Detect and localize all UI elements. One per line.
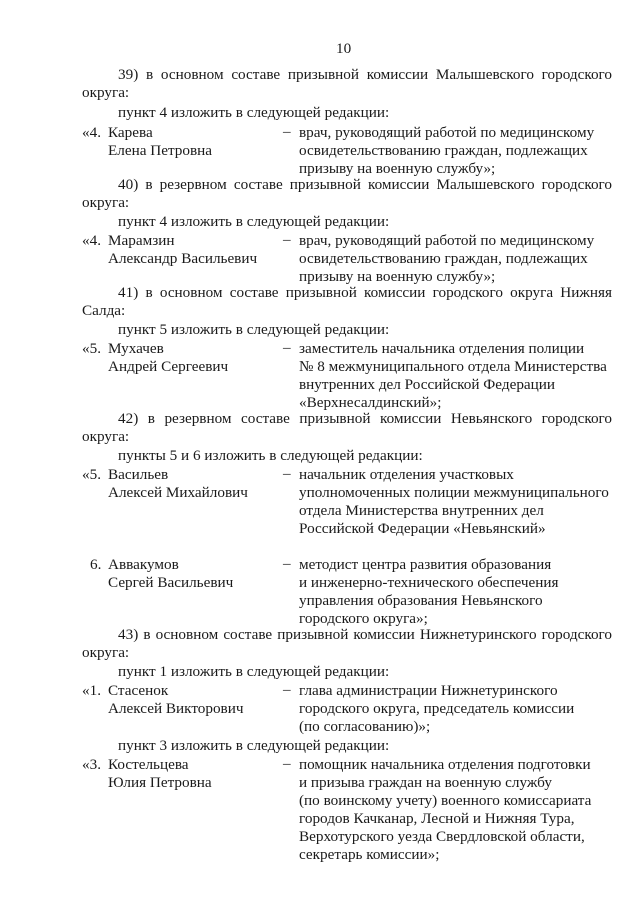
item42-entry6-given-names: Сергей Васильевич: [108, 574, 234, 591]
item43-entry3-dash: –: [283, 755, 291, 772]
item41-heading: 41) в основном составе призывной комиссии городского округа Нижняя: [118, 284, 612, 301]
item41-role-line: внутренних дел Российской Федерации: [299, 376, 556, 393]
item43-entry3-surname: Костельцева: [108, 756, 189, 773]
item42-entry5-dash: –: [283, 465, 291, 482]
item40-entry-number: «4.: [82, 232, 101, 249]
item39-heading: 39) в основном составе призывной комиссии Малышевского городского: [118, 66, 612, 83]
item43-entry3-role-line: помощник начальника отделения подготовки: [299, 756, 591, 773]
item40-heading-cont: округа:: [82, 194, 130, 211]
item42-entry6-role-line: и инженерно-технического обеспечения: [299, 574, 559, 591]
item42-entry5-surname: Васильев: [108, 466, 169, 483]
item39-dash: –: [283, 123, 291, 140]
item43-entry1-surname: Стасенок: [108, 682, 169, 699]
item43-entry1-role-line: глава администрации Нижнетуринского: [299, 682, 558, 699]
item41-role-line: «Верхнесалдинский»;: [299, 394, 442, 411]
item41-entry-number: «5.: [82, 340, 101, 357]
item39-heading-cont: округа:: [82, 84, 130, 101]
item42-entry6-role-line: методист центра развития образования: [299, 556, 552, 573]
item42-heading-cont: округа:: [82, 428, 130, 445]
item40-surname: Марамзин: [108, 232, 175, 249]
item43-entry3-role-line: и призыва граждан на военную службу: [299, 774, 552, 791]
item42-instruction: пункты 5 и 6 изложить в следующей редакции:: [118, 447, 423, 464]
item42-entry5-role-line: уполномоченных полиции межмуниципального: [299, 484, 609, 501]
item40-instruction: пункт 4 изложить в следующей редакции:: [118, 213, 390, 230]
item42-entry5-given-names: Алексей Михайлович: [108, 484, 248, 501]
item41-role-line: № 8 межмуниципального отдела Министерства: [299, 358, 607, 375]
item43-entry1-role-line: (по согласованию)»;: [299, 718, 431, 735]
page-number: 10: [336, 40, 352, 57]
item43-entry3-role-line: городов Качканар, Лесной и Нижняя Тура,: [299, 810, 575, 827]
item39-surname: Карева: [108, 124, 153, 141]
item40-given-names: Александр Васильевич: [108, 250, 258, 267]
item43-instruction-1: пункт 1 изложить в следующей редакции:: [118, 663, 390, 680]
item43-entry1-role-line: городского округа, председатель комиссии: [299, 700, 575, 717]
item43-entry3-given-names: Юлия Петровна: [108, 774, 212, 791]
item41-role-line: заместитель начальника отделения полиции: [299, 340, 585, 357]
item42-entry5-role-line: отдела Министерства внутренних дел: [299, 502, 544, 519]
item43-entry1-number: «1.: [82, 682, 101, 699]
item42-entry6-dash: –: [283, 555, 291, 572]
item42-entry6-role-line: управления образования Невьянского: [299, 592, 543, 609]
item39-entry-number: «4.: [82, 124, 101, 141]
item40-role-line: врач, руководящий работой по медицинскому: [299, 232, 595, 249]
item42-entry6-number: 6.: [90, 556, 102, 573]
item40-heading: 40) в резервном составе призывной комиссии Малышевского городского: [118, 176, 612, 193]
item41-dash: –: [283, 339, 291, 356]
item40-role-line: освидетельствованию граждан, подлежащих: [299, 250, 588, 267]
item39-role-line: освидетельствованию граждан, подлежащих: [299, 142, 588, 159]
item42-entry5-number: «5.: [82, 466, 101, 483]
item39-role-line: призыву на военную службу»;: [299, 160, 496, 177]
item40-dash: –: [283, 231, 291, 248]
item39-given-names: Елена Петровна: [108, 142, 213, 159]
item43-entry1-dash: –: [283, 681, 291, 698]
item42-entry5-role-line: Российской Федерации «Невьянский»: [299, 520, 546, 537]
item42-entry5-role-line: начальник отделения участковых: [299, 466, 514, 483]
item43-entry3-role-line: (по воинскому учету) военного комиссариата: [299, 792, 592, 809]
item39-instruction: пункт 4 изложить в следующей редакции:: [118, 104, 390, 121]
item41-heading-cont: Салда:: [82, 302, 126, 319]
item40-role-line: призыву на военную службу»;: [299, 268, 496, 285]
item43-heading: 43) в основном составе призывной комиссии Нижнетуринского городского: [118, 626, 612, 643]
item43-entry1-given-names: Алексей Викторович: [108, 700, 244, 717]
item42-entry6-role-line: городского округа»;: [299, 610, 428, 627]
item39-role-line: врач, руководящий работой по медицинскому: [299, 124, 595, 141]
item43-instruction-3: пункт 3 изложить в следующей редакции:: [118, 737, 390, 754]
item43-entry3-role-line: Верхотурского уезда Свердловской области,: [299, 828, 585, 845]
item42-entry6-surname: Аввакумов: [108, 556, 179, 573]
item41-instruction: пункт 5 изложить в следующей редакции:: [118, 321, 390, 338]
item43-entry3-number: «3.: [82, 756, 101, 773]
item42-heading: 42) в резервном составе призывной комиссии Невьянского городского: [118, 410, 612, 427]
item41-given-names: Андрей Сергеевич: [108, 358, 229, 375]
item41-surname: Мухачев: [108, 340, 164, 357]
item43-heading-cont: округа:: [82, 644, 130, 661]
item43-entry3-role-line: секретарь комиссии»;: [299, 846, 440, 863]
